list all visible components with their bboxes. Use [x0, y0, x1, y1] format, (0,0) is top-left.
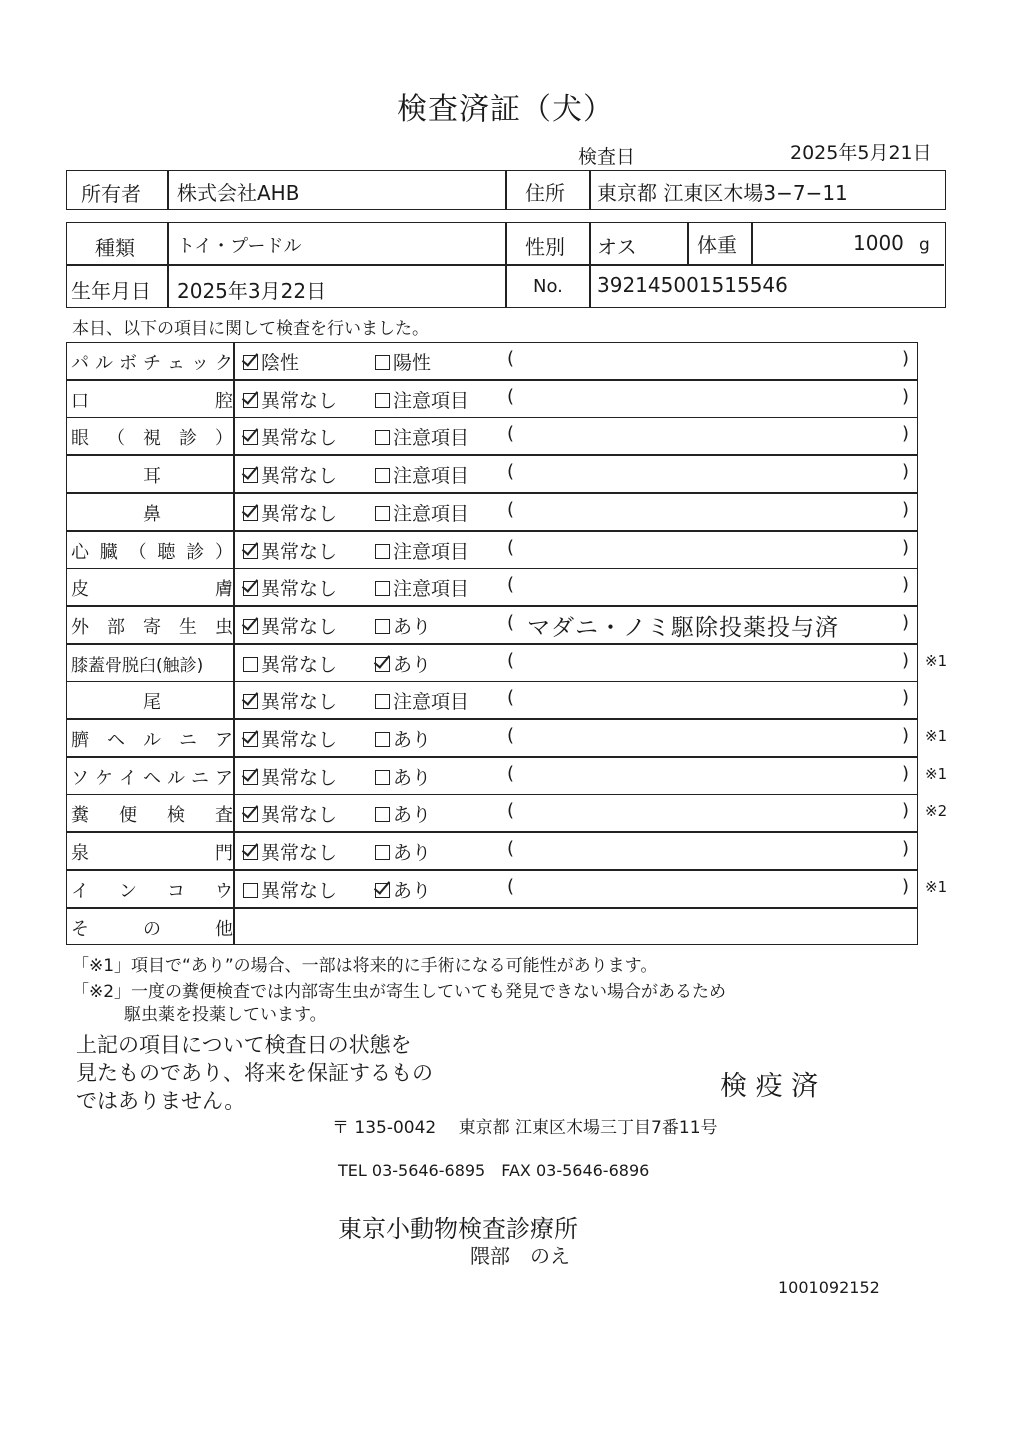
option-abnormal[interactable] — [375, 386, 469, 413]
option-abnormal[interactable] — [375, 348, 431, 375]
paren-close: ) — [901, 725, 909, 746]
checked-checkbox-icon[interactable] — [243, 430, 258, 445]
option-label: あり — [393, 880, 432, 902]
option-label: 異常なし — [261, 616, 338, 638]
checklist-row — [66, 719, 948, 757]
option-normal[interactable] — [243, 423, 337, 450]
option-label: 注意項目 — [393, 465, 470, 487]
breed-label: 種類 — [95, 236, 135, 260]
checklist-row — [66, 417, 918, 455]
checked-checkbox-icon[interactable] — [243, 732, 258, 747]
row-label: 泉 門 — [71, 843, 233, 864]
row-label: パ ル ボ チ ェ ッ ク — [71, 353, 233, 374]
option-abnormal[interactable] — [375, 876, 431, 903]
paren-open: ( — [507, 800, 515, 821]
option-abnormal[interactable] — [375, 574, 469, 601]
paren-open: ( — [507, 461, 515, 482]
clinic-name: 東京小動物検査診療所 — [338, 1215, 578, 1243]
paren-open: ( — [507, 348, 515, 369]
option-normal[interactable] — [243, 612, 337, 639]
option-label: 異常なし — [261, 541, 338, 563]
checked-checkbox-icon[interactable] — [243, 694, 258, 709]
row-label: 眼 （ 視 診 ） — [71, 428, 233, 449]
paren-close: ) — [901, 650, 909, 671]
sex-label: 性別 — [525, 235, 565, 259]
checked-checkbox-icon[interactable] — [243, 506, 258, 521]
option-label: あり — [393, 654, 432, 676]
option-normal[interactable] — [243, 800, 337, 827]
option-label: 異常なし — [261, 654, 338, 676]
option-normal[interactable] — [243, 650, 337, 677]
footnote-2-cont: 駆虫薬を投薬しています。 — [124, 1005, 327, 1025]
row-label: 皮 膚 — [71, 579, 233, 600]
document-title: 検査済証（犬） — [397, 92, 614, 127]
paren-close: ) — [901, 386, 909, 407]
checklist-row — [66, 342, 918, 380]
checkbox-icon[interactable] — [375, 355, 390, 370]
paren-open: ( — [507, 838, 515, 859]
footnote-1: 「※1」項目で“あり”の場合、一部は将来的に手術になる可能性があります。 — [72, 956, 658, 976]
breed-value: トイ・プードル — [177, 236, 302, 257]
checked-checkbox-icon[interactable] — [243, 468, 258, 483]
row-label: イ ン コ ウ — [71, 881, 233, 902]
option-abnormal[interactable] — [375, 800, 431, 827]
checklist-row — [66, 681, 918, 719]
checkbox-icon[interactable] — [375, 581, 390, 596]
intro-text: 本日、以下の項目に関して検査を行いました。 — [72, 319, 429, 339]
option-abnormal[interactable] — [375, 838, 431, 865]
paren-open: ( — [507, 876, 515, 897]
clinic-address: 〒 135-0042 東京都 江東区木場三丁目7番11号 — [332, 1118, 718, 1138]
option-label: 陰性 — [261, 352, 300, 374]
row-label: 尾 — [143, 692, 161, 713]
checkbox-icon[interactable] — [375, 732, 390, 747]
option-label: 注意項目 — [393, 427, 470, 449]
checked-checkbox-icon[interactable] — [243, 393, 258, 408]
checked-checkbox-icon[interactable] — [243, 544, 258, 559]
inspection-date-value: 2025年5月21日 — [790, 142, 932, 164]
document-number: 1001092152 — [778, 1278, 880, 1297]
checkbox-icon[interactable] — [375, 770, 390, 785]
checked-checkbox-icon[interactable] — [243, 845, 258, 860]
checklist-row — [66, 794, 948, 832]
option-normal[interactable] — [243, 537, 337, 564]
paren-open: ( — [507, 650, 515, 671]
option-normal[interactable] — [243, 386, 337, 413]
option-abnormal[interactable] — [375, 650, 431, 677]
footnote-mark: ※1 — [925, 727, 948, 745]
option-abnormal[interactable] — [375, 499, 469, 526]
statement-line-3: ではありません。 — [76, 1089, 246, 1113]
option-normal[interactable] — [243, 725, 337, 752]
checkbox-icon[interactable] — [375, 807, 390, 822]
option-normal[interactable] — [243, 461, 337, 488]
checkbox-icon[interactable] — [375, 393, 390, 408]
number-label: No. — [533, 276, 563, 297]
option-label: 異常なし — [261, 767, 338, 789]
option-label: 異常なし — [261, 427, 338, 449]
paren-close: ) — [901, 763, 909, 784]
inspection-date-label: 検査日 — [578, 146, 636, 168]
option-normal[interactable] — [243, 574, 337, 601]
option-label: 異常なし — [261, 465, 338, 487]
row-label: 耳 — [143, 466, 161, 487]
checklist-row — [66, 493, 918, 531]
checklist-row — [66, 757, 948, 795]
option-abnormal[interactable] — [375, 687, 469, 714]
option-label: 注意項目 — [393, 503, 470, 525]
owner-value: 株式会社AHB — [177, 181, 300, 205]
paren-open: ( — [507, 612, 515, 633]
checkbox-icon[interactable] — [375, 544, 390, 559]
quarantine-stamp: 検 疫 済 — [720, 1071, 819, 1102]
row-note: マダニ・ノミ駆除投薬投与済 — [527, 615, 839, 641]
checked-checkbox-icon[interactable] — [243, 619, 258, 634]
option-label: 異常なし — [261, 880, 338, 902]
paren-open: ( — [507, 386, 515, 407]
checked-checkbox-icon[interactable] — [243, 355, 258, 370]
checklist-row — [66, 380, 918, 418]
option-label: 注意項目 — [393, 578, 470, 600]
option-normal[interactable] — [243, 838, 337, 865]
option-abnormal[interactable] — [375, 461, 469, 488]
option-label: 異常なし — [261, 390, 338, 412]
checked-checkbox-icon[interactable] — [243, 770, 258, 785]
checkbox-icon[interactable] — [243, 883, 258, 898]
row-label: 心 臓 （ 聴 診 ） — [71, 542, 233, 563]
checklist-row — [66, 531, 918, 569]
address-label: 住所 — [525, 181, 565, 205]
paren-open: ( — [507, 725, 515, 746]
option-label: 注意項目 — [393, 390, 470, 412]
option-abnormal[interactable] — [375, 763, 431, 790]
option-abnormal[interactable] — [375, 423, 469, 450]
option-normal[interactable] — [243, 499, 337, 526]
option-label: 陽性 — [393, 352, 432, 374]
option-label: あり — [393, 804, 432, 826]
animal-table — [66, 222, 946, 308]
footnote-2: 「※2」一度の糞便検査では内部寄生虫が寄生していても発見できない場合があるため — [72, 982, 727, 1002]
option-label: あり — [393, 842, 432, 864]
statement-line-2: 見たものであり、将来を保証するもの — [76, 1061, 433, 1085]
option-label: あり — [393, 767, 432, 789]
paren-close: ) — [901, 838, 909, 859]
row-label: 膝蓋骨脱臼(触診) — [71, 656, 204, 676]
paren-close: ) — [901, 800, 909, 821]
option-label: 異常なし — [261, 842, 338, 864]
checklist-row — [66, 870, 948, 908]
weight-unit: g — [919, 235, 930, 255]
paren-open: ( — [507, 574, 515, 595]
paren-close: ) — [901, 499, 909, 520]
clinic-phone: TEL 03-5646-6895 FAX 03-5646-6896 — [338, 1161, 650, 1180]
checkbox-icon[interactable] — [375, 468, 390, 483]
footnote-mark: ※1 — [925, 765, 948, 783]
checked-checkbox-icon[interactable] — [375, 657, 390, 672]
checked-checkbox-icon[interactable] — [243, 807, 258, 822]
option-normal[interactable] — [243, 348, 299, 375]
vet-name: 隈部 のえ — [470, 1244, 570, 1268]
weight-value: 1000 — [853, 231, 904, 255]
paren-close: ) — [901, 687, 909, 708]
checkbox-icon[interactable] — [375, 845, 390, 860]
footnote-mark: ※1 — [925, 878, 948, 896]
checkbox-icon[interactable] — [375, 506, 390, 521]
row-label: 糞 便 検 査 — [71, 805, 233, 826]
checklist-row — [66, 568, 918, 606]
paren-open: ( — [507, 423, 515, 444]
paren-close: ) — [901, 537, 909, 558]
checkbox-icon[interactable] — [375, 430, 390, 445]
option-label: あり — [393, 729, 432, 751]
other-label: そ の 他 — [71, 919, 233, 940]
owner-label: 所有者 — [81, 182, 141, 206]
row-label: 口 腔 — [71, 391, 233, 412]
paren-close: ) — [901, 574, 909, 595]
paren-close: ) — [901, 348, 909, 369]
sex-value: オス — [597, 235, 637, 259]
number-value: 392145001515546 — [597, 273, 788, 297]
owner-table — [66, 170, 946, 210]
option-label: あり — [393, 616, 432, 638]
checked-checkbox-icon[interactable] — [375, 883, 390, 898]
paren-close: ) — [901, 612, 909, 633]
checkbox-icon[interactable] — [375, 694, 390, 709]
paren-open: ( — [507, 499, 515, 520]
paren-open: ( — [507, 537, 515, 558]
birth-label: 生年月日 — [71, 279, 151, 303]
option-abnormal[interactable] — [375, 612, 431, 639]
option-label: 注意項目 — [393, 691, 470, 713]
checklist-row — [66, 832, 918, 870]
option-label: 異常なし — [261, 691, 338, 713]
checkbox-icon[interactable] — [243, 657, 258, 672]
paren-open: ( — [507, 763, 515, 784]
paren-open: ( — [507, 687, 515, 708]
option-normal[interactable] — [243, 763, 337, 790]
row-label: 外 部 寄 生 虫 — [71, 617, 233, 638]
row-label: 鼻 — [143, 504, 161, 525]
option-label: 異常なし — [261, 503, 338, 525]
footnote-mark: ※2 — [925, 802, 948, 820]
paren-close: ) — [901, 461, 909, 482]
row-label: ソ ケ イ ヘ ル ニ ア — [71, 768, 233, 789]
option-label: 注意項目 — [393, 541, 470, 563]
checklist-row — [66, 606, 918, 644]
option-normal[interactable] — [243, 687, 337, 714]
footnote-mark: ※1 — [925, 652, 948, 670]
option-label: 異常なし — [261, 729, 338, 751]
option-label: 異常なし — [261, 804, 338, 826]
option-abnormal[interactable] — [375, 725, 431, 752]
address-value: 東京都 江東区木場3−7−11 — [597, 181, 848, 205]
row-label: 臍 ヘ ル ニ ア — [71, 730, 233, 751]
checked-checkbox-icon[interactable] — [243, 581, 258, 596]
option-label: 異常なし — [261, 578, 338, 600]
birth-value: 2025年3月22日 — [177, 279, 327, 303]
option-normal[interactable] — [243, 876, 337, 903]
paren-close: ) — [901, 876, 909, 897]
checklist-row — [66, 644, 948, 682]
statement-line-1: 上記の項目について検査日の状態を — [76, 1033, 412, 1057]
checklist-row — [66, 455, 918, 493]
paren-close: ) — [901, 423, 909, 444]
other-row — [66, 908, 918, 945]
weight-label: 体重 — [697, 233, 737, 257]
checkbox-icon[interactable] — [375, 619, 390, 634]
option-abnormal[interactable] — [375, 537, 469, 564]
